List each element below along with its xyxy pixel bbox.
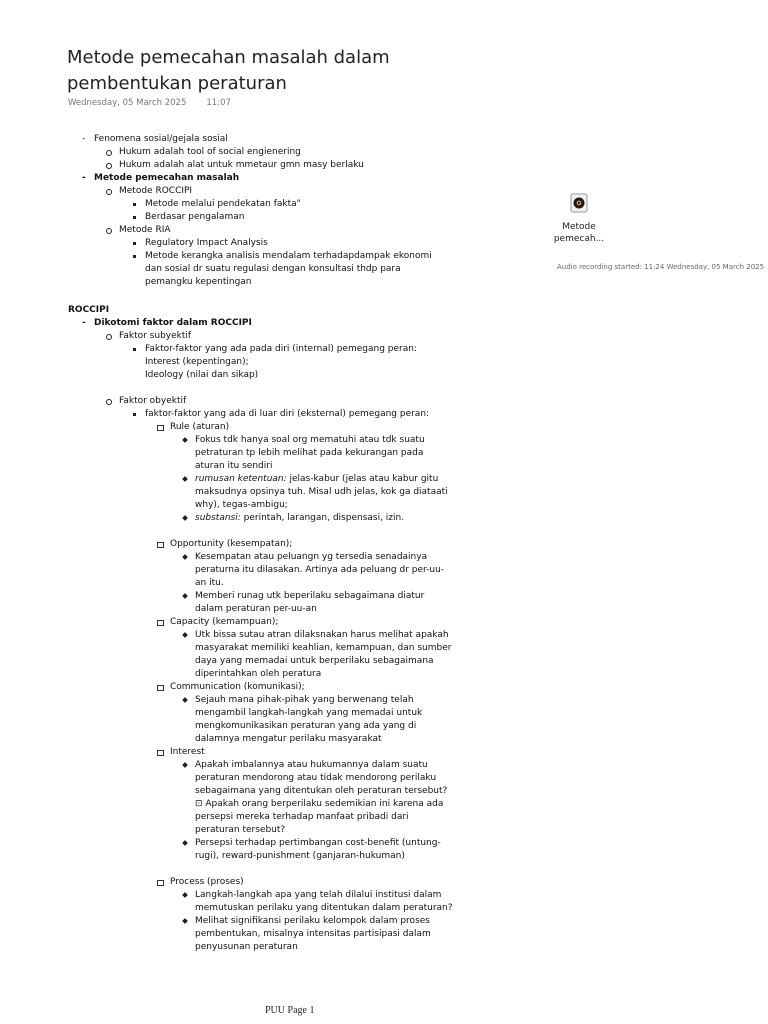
square-bullet [133, 255, 136, 258]
square-bullet [133, 413, 136, 416]
square-bullet [133, 203, 136, 206]
list-item-text: Interest (kepentingan); [145, 357, 249, 367]
list-item [0, 343, 560, 356]
list-item-text: Berdasar pengalaman [145, 212, 245, 222]
page-title: Metode pemecahan masalah dalam pembentukan peraturan [67, 47, 390, 94]
list-item-text: Langkah-langkah apa yang telah dilalui institusi dalam memutuskan perilaku yang ditentukan dalam peraturan? [195, 890, 453, 913]
box-bullet [157, 880, 164, 886]
diamond-bullet [182, 697, 188, 703]
list-item-text: Persepsi terhadap pertimbangan cost-benefit (untung-rugi), reward-punishment (ganjaran-hukuman) [195, 838, 441, 861]
list-item-text: Rule (aturan) [170, 422, 230, 432]
list-item [0, 473, 453, 512]
diamond-bullet [182, 515, 188, 521]
section-heading-text: ROCCIPI [68, 305, 110, 315]
diamond-bullet [182, 632, 188, 638]
list-item [0, 133, 560, 146]
list-item-text: Interest [170, 747, 205, 757]
list-item [0, 146, 560, 159]
list-item-text: Kesempatan atau peluangn yg tersedia senadainya peraturna itu dilasakan. Artinya ada peluang dr per-uu-an itu. [195, 552, 445, 588]
list-item [0, 172, 560, 185]
list-item-text: Metode pemecahan masalah [94, 173, 240, 183]
list-item [0, 317, 560, 330]
list-item-text: Communication (komunikasi); [170, 682, 305, 692]
list-item-text: Opportunity (kesempatan); [170, 539, 293, 549]
list-item-text: Dikotomi faktor dalam ROCCIPI [94, 318, 252, 328]
circle-bullet [106, 334, 112, 340]
list-item-text: Metode melalui pendekatan fakta" [145, 199, 301, 209]
page-date: Wednesday, 05 March 2025 [68, 98, 187, 108]
square-bullet [133, 216, 136, 219]
box-bullet [157, 750, 164, 756]
list-item [0, 876, 560, 889]
list-item-text: Metode kerangka analisis mendalam terhadapdampak ekonomi dan sosial dr suatu regulasi dengan konsultasi thdp para pemangku kepentingan [145, 251, 432, 287]
box-bullet [157, 620, 164, 626]
list-item-text: Fokus tdk hanya soal org mematuhi atau tdk suatu petraturan tp lebih melihat pada kekurangan pada aturan itu sendiri [195, 435, 425, 471]
circle-bullet [106, 228, 112, 234]
box-bullet [157, 542, 164, 548]
list-item-text: Apakah imbalannya atau hukumannya dalam suatu peraturan mendorong atau tidak mendorong perilaku sebagaimana yang ditentukan oleh peraturan tersebut? ⊡ Apakah orang berperilaku sedemikian ini karena ada persepsi mereka terhadap manfaat pribadi dari peraturan tersebut? [195, 760, 448, 835]
list-item [0, 198, 560, 211]
list-item [0, 408, 560, 421]
list-item-text: Hukum adalah tool of social engienering [119, 147, 301, 157]
list-item [0, 551, 453, 590]
page-footer: PUU Page 1 [265, 1005, 315, 1016]
page-meta [68, 98, 251, 108]
circle-bullet [106, 189, 112, 195]
dash-bullet: - [82, 134, 86, 144]
list-item-text: Hukum adalah alat untuk mmetaur gmn masy berlaku [119, 160, 364, 170]
list-item [0, 211, 560, 224]
diamond-bullet [182, 554, 188, 560]
list-item-text: perintah, larangan, dispensasi, izin. [240, 513, 405, 523]
list-item [0, 915, 453, 954]
circle-bullet [106, 163, 112, 169]
list-item [0, 224, 560, 237]
diamond-bullet [182, 437, 188, 443]
list-item-text: Memberi runag utk beperilaku sebagaimana diatur dalam peraturan per-uu-an [195, 591, 425, 614]
square-bullet [133, 242, 136, 245]
section-heading [0, 304, 560, 317]
list-item [0, 681, 560, 694]
list-item-label: substansi: [195, 513, 241, 523]
list-item-text: Metode RIA [119, 225, 171, 235]
dash-bullet: - [82, 173, 86, 183]
audio-label-line2[interactable]: pemecah... [553, 234, 605, 244]
box-bullet [157, 425, 164, 431]
list-item-text: Capacity (kemampuan); [170, 617, 279, 627]
list-item-label: rumusan ketentuan: [195, 474, 287, 484]
list-item-text: Metode ROCCIPI [119, 186, 193, 196]
list-item [0, 356, 560, 369]
list-item [0, 250, 445, 289]
list-item [0, 889, 453, 915]
circle-bullet [106, 150, 112, 156]
list-item [0, 369, 560, 382]
list-item [0, 159, 560, 172]
diamond-bullet [182, 476, 188, 482]
list-item [0, 421, 560, 434]
dash-bullet: - [82, 318, 86, 328]
list-item [0, 590, 453, 616]
list-item [0, 629, 453, 681]
diamond-bullet [182, 593, 188, 599]
list-item [0, 746, 560, 759]
list-item [0, 694, 453, 746]
list-item-text: Process (proses) [170, 877, 244, 887]
list-item-text: Utk bissa sutau atran dilaksnakan harus melihat apakah masyarakat memiliki keahlian, kemampuan, dan sumber daya yang memadai untuk berperilaku sebagaimana diperintahkan oleh peratura [195, 630, 452, 679]
list-item [0, 434, 453, 473]
list-item [0, 538, 560, 551]
list-item-text: Faktor-faktor yang ada pada diri (internal) pemegang peran: [145, 344, 417, 354]
list-item [0, 395, 560, 408]
list-item-text: Faktor obyektif [119, 396, 187, 406]
list-item [0, 616, 560, 629]
audio-label-line1[interactable]: Metode [562, 222, 596, 232]
list-item-text: Faktor subyektif [119, 331, 192, 341]
list-item-text: Melihat signifikansi perilaku kelompok dalam proses pembentukan, misalnya intensitas partisipasi dalam penyusunan peraturan [195, 916, 431, 952]
list-item [0, 237, 560, 250]
list-item-text: Ideology (nilai dan sikap) [145, 370, 259, 380]
square-bullet [133, 348, 136, 351]
diamond-bullet [182, 918, 188, 924]
diamond-bullet [182, 762, 188, 768]
list-item-text: Regulatory Impact Analysis [145, 238, 268, 248]
list-item-text: Fenomena sosial/gejala sosial [94, 134, 228, 144]
list-item-text: faktor-faktor yang ada di luar diri (eksternal) pemegang peran: [145, 409, 430, 419]
box-bullet [157, 685, 164, 691]
audio-file-icon[interactable] [570, 193, 588, 213]
list-item-text: jelas-kabur (jelas atau kabur gitu maksudnya opsinya tuh. Misal udh jelas, kok ga diataati why), tegas-ambigu; [195, 474, 448, 510]
diamond-bullet [182, 892, 188, 898]
circle-bullet [106, 399, 112, 405]
list-item [0, 837, 453, 863]
list-item [0, 185, 560, 198]
notes-body [0, 133, 560, 954]
list-item-text: Sejauh mana pihak-pihak yang berwenang telah mengambil langkah-langkah yang memadai untuk mengkomunikasikan peraturan yang ada yang di dalamnya mengatur perilaku masyarakat [195, 695, 423, 744]
list-item [0, 759, 453, 837]
diamond-bullet [182, 840, 188, 846]
audio-status: Audio recording started: 11:24 Wednesday, 05 March 2025 [557, 263, 765, 271]
list-item [0, 330, 560, 343]
page-time: 11:07 [206, 98, 231, 108]
list-item [0, 512, 453, 525]
